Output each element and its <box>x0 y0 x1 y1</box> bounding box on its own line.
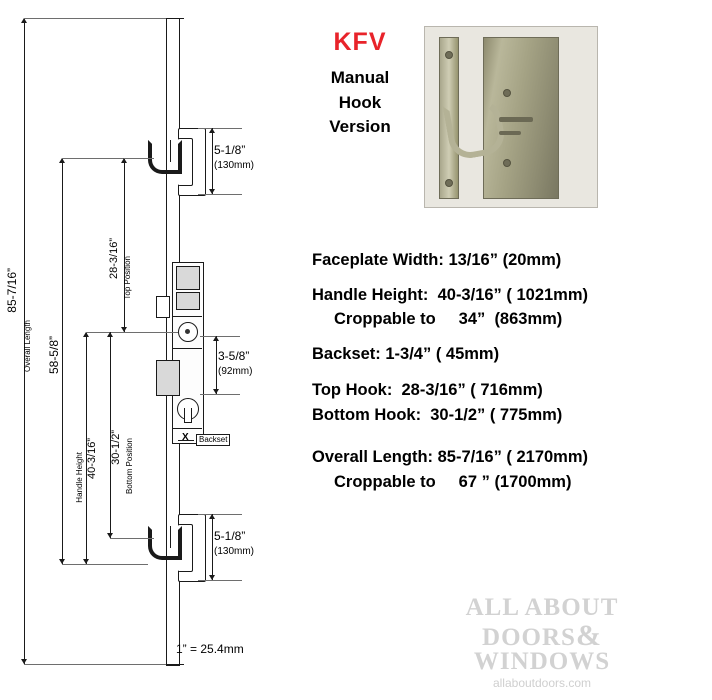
watermark-url: allaboutdoors.com <box>492 676 592 690</box>
gearbox-mid-detail <box>176 292 200 310</box>
bottom-hook-extension <box>110 538 154 539</box>
watermark-doors-text: DOORS <box>482 623 576 651</box>
top-plate-arrow-bottom <box>209 189 215 194</box>
top-plate-dimension-line <box>212 128 213 194</box>
spec-overall-length <box>312 449 702 490</box>
photo-screw-4 <box>503 159 511 167</box>
cropped-length-extension-bottom <box>62 564 148 565</box>
handle-height-value: 40-3/16” <box>86 438 98 479</box>
cropped-length-dimension-line <box>62 158 63 564</box>
bottom-hook-stem <box>170 526 171 548</box>
handle-height-arrow-bottom <box>83 559 89 564</box>
bottom-hook-arrow-top <box>107 332 113 337</box>
photo-screw-3 <box>503 89 511 97</box>
spec-overall-length-line-1: Overall Length: 85-7/16” ( 2170mm) <box>312 448 589 466</box>
spec-handle-height-line-1: Handle Height: 40-3/16” ( 1021mm) <box>312 285 589 304</box>
brand-title: KFV <box>333 28 387 56</box>
top-hook-extension <box>124 158 154 159</box>
top-hook-claw <box>148 140 182 174</box>
watermark-line-1: ALL ABOUT <box>465 594 619 621</box>
photo-slot-upper <box>499 117 533 122</box>
overall-length-extension-bottom <box>24 664 166 665</box>
spec-handle-height <box>312 287 702 328</box>
watermark-ampersand: & <box>575 618 602 652</box>
keyway-slot <box>184 408 192 423</box>
spec-bottom-hook-line: Bottom Hook: 30-1/2” ( 775mm) <box>312 405 563 424</box>
gearbox-divider-2 <box>172 348 202 349</box>
overall-length-extension-top <box>24 18 166 19</box>
deadbolt-leader-top <box>200 336 240 337</box>
watermark <box>392 596 692 675</box>
bottom-hook-claw <box>148 526 182 560</box>
top-plate-value: 5-1/8” <box>214 143 246 157</box>
overall-length-label: Overall Length <box>23 320 32 373</box>
cropped-length-value: 58-5/8” <box>47 336 61 375</box>
bottom-plate-value-mm: (130mm) <box>214 546 255 557</box>
spec-handle-height-line-2: Croppable to 34” (863mm) <box>334 310 563 328</box>
watermark-line-2 <box>392 618 692 652</box>
faceplate-lug-upper <box>156 296 170 318</box>
photo-slot-lower <box>499 131 521 135</box>
deadbolt-arrow-top <box>213 336 219 341</box>
watermark-line-3: WINDOWS <box>473 648 611 675</box>
top-hook-sub: Top Position <box>123 256 132 300</box>
version-line-3: Version <box>329 117 391 137</box>
deadbolt-value-mm: (92mm) <box>218 366 253 377</box>
gearbox-divider-3 <box>172 428 202 429</box>
top-hook-stem <box>170 140 171 162</box>
photo-screw-1 <box>445 51 453 59</box>
deadbolt-dimension-line <box>216 336 217 394</box>
handle-height-extension <box>86 332 178 333</box>
backset-marker: X <box>182 432 189 443</box>
bottom-plate-value: 5-1/8” <box>214 529 246 543</box>
deadbolt-arrow-bottom <box>213 389 219 394</box>
overall-length-value: 85-7/16” <box>5 268 19 313</box>
top-hook-value: 28-3/16” <box>108 238 120 279</box>
spec-overall-length-line-2: Croppable to 67 ” (1700mm) <box>334 472 572 491</box>
spec-top-hook-line: Top Hook: 28-3/16” ( 716mm) <box>312 381 543 399</box>
deadbolt-value: 3-5/8” <box>218 349 250 363</box>
photo-screw-2 <box>445 179 453 187</box>
top-plate-value-mm: (130mm) <box>214 160 255 171</box>
bottom-hook-sub: Bottom Position <box>125 438 134 495</box>
spec-faceplate-line-1: Faceplate Width: 13/16” (20mm) <box>312 251 562 269</box>
scale-note: 1” = 25.4mm <box>176 642 244 656</box>
top-plate-leader-top <box>198 128 242 129</box>
spec-backset-line-1: Backset: 1-3/4” ( 45mm) <box>312 344 500 363</box>
version-subtitle <box>294 66 426 140</box>
top-plate-arrow-top <box>209 128 215 133</box>
bottom-plate-arrow-bottom <box>209 575 215 580</box>
version-line-1: Manual <box>330 68 390 87</box>
bottom-plate-arrow-top <box>209 514 215 519</box>
spec-backset <box>312 346 702 363</box>
bottom-plate-dimension-line <box>212 514 213 580</box>
bottom-plate-leader-bottom <box>198 580 242 581</box>
spec-list <box>312 252 702 508</box>
spec-faceplate <box>312 252 702 269</box>
lock-dimension-drawing <box>0 0 300 700</box>
backset-label: Backset <box>196 434 230 446</box>
spindle-center-dot <box>185 329 190 334</box>
top-hook-dimension-line <box>124 158 125 332</box>
product-photo <box>424 26 598 208</box>
handle-height-label: Handle Height <box>75 452 84 503</box>
gearbox-divider-1 <box>172 316 202 317</box>
top-plate-leader-bottom <box>198 194 242 195</box>
bottom-hook-value: 30-1/2” <box>110 430 122 465</box>
bottom-plate-leader-top <box>198 514 242 515</box>
top-hook-arrow-bottom <box>121 327 127 332</box>
deadbolt-leader-bottom <box>200 394 240 395</box>
version-line-2: Hook <box>338 92 382 112</box>
spec-hooks <box>312 382 702 423</box>
deadbolt-block <box>156 360 180 396</box>
gearbox-top-detail <box>176 266 200 290</box>
